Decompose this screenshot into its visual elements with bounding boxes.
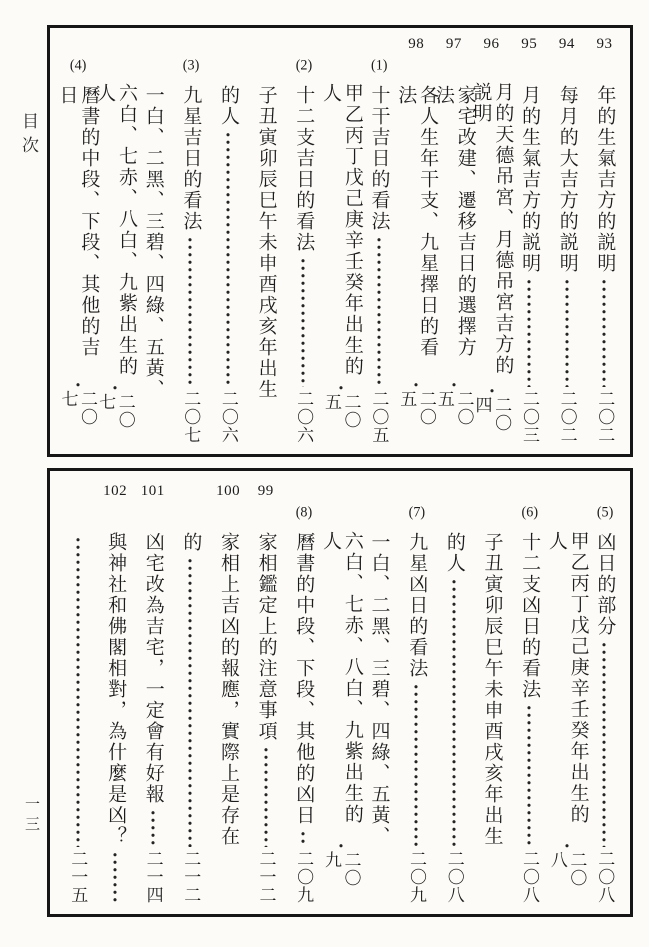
dot-leader bbox=[148, 809, 158, 847]
dot-leader bbox=[599, 641, 609, 847]
entry-ref-number: 96 bbox=[483, 36, 500, 52]
dot-leader bbox=[73, 536, 83, 847]
entry-vertical-text bbox=[292, 58, 314, 445]
entry-vertical-text bbox=[518, 505, 540, 905]
entry-page-number: 二一五 bbox=[68, 850, 88, 904]
toc-entry bbox=[545, 480, 589, 905]
entry-ref-number bbox=[287, 33, 320, 58]
entry-title: 甲乙丙丁戊己庚辛壬癸年出生的人 bbox=[319, 83, 363, 378]
entry-page-number: 二〇八 bbox=[444, 850, 464, 904]
entry-ref-number: 101 bbox=[140, 483, 165, 499]
dot-leader bbox=[524, 704, 534, 847]
entry-title: 家相上吉凶的報應，實際上是存在 bbox=[217, 532, 239, 847]
entry-vertical-text bbox=[545, 505, 589, 905]
toc-box-top bbox=[47, 25, 633, 457]
entry-ref-number: 98 bbox=[408, 36, 425, 52]
entry-ref-number bbox=[174, 33, 207, 58]
toc-entry bbox=[588, 33, 621, 445]
entry-title: 的人 bbox=[443, 532, 465, 574]
entry-title: 凶日的部分 bbox=[594, 532, 616, 637]
toc-entry bbox=[212, 480, 245, 905]
entry-ref-number bbox=[61, 33, 94, 58]
entry-page-number: 二〇七 bbox=[58, 390, 98, 427]
entry-title: 凶宅改為吉宅，一定會有好報 bbox=[142, 532, 164, 805]
dot-leader bbox=[599, 278, 609, 387]
toc-entry bbox=[249, 480, 282, 905]
entry-ref-number bbox=[174, 480, 207, 505]
entry-vertical-text bbox=[180, 505, 202, 905]
entry-title: 一白、二黑、三碧、四綠、五黃、 bbox=[142, 85, 164, 400]
toc-entry bbox=[94, 33, 137, 445]
entry-page-number: 二〇九 bbox=[321, 851, 361, 888]
entry-title: 十二支吉日的看法 bbox=[293, 85, 315, 253]
entry-page-number: 二一二 bbox=[256, 850, 276, 904]
entry-page-number: 二〇七 bbox=[96, 393, 135, 430]
entry-page-number: 二〇五 bbox=[434, 390, 474, 427]
entry-ref-number bbox=[99, 33, 132, 58]
entry-title: 與神社和佛閣相對，為什麼是凶？ bbox=[105, 532, 127, 847]
entry-vertical-text bbox=[405, 505, 427, 905]
toc-entry bbox=[319, 33, 363, 445]
entry-page-number: 二〇七 bbox=[181, 390, 201, 444]
dot-leader bbox=[562, 278, 572, 387]
toc-entry bbox=[319, 480, 363, 905]
dot-leader bbox=[411, 381, 421, 387]
entry-vertical-text bbox=[93, 58, 137, 445]
dot-leader bbox=[524, 278, 534, 387]
toc-entry bbox=[362, 33, 395, 445]
entry-page-number: 二〇九 bbox=[294, 850, 314, 904]
entry-ref-number bbox=[61, 480, 94, 505]
entry-marker: (7) bbox=[408, 505, 426, 520]
entry-ref-number bbox=[400, 480, 433, 505]
entry-title: 每月的大吉方的説明 bbox=[556, 85, 578, 274]
entry-vertical-text bbox=[142, 505, 164, 905]
entry-vertical-text bbox=[594, 505, 616, 905]
entry-title: 月的生氣吉方的説明 bbox=[519, 85, 541, 274]
dot-leader bbox=[298, 830, 308, 847]
entry-ref-number bbox=[362, 480, 395, 505]
entry-vertical-text bbox=[255, 505, 277, 905]
entry-vertical-text bbox=[368, 58, 390, 445]
entry-ref-number bbox=[212, 33, 245, 58]
toc-entry bbox=[437, 480, 470, 905]
entry-ref-number bbox=[324, 480, 357, 505]
toc-entry bbox=[212, 33, 245, 445]
dot-leader bbox=[73, 381, 83, 387]
entry-ref-number bbox=[362, 33, 395, 58]
dot-leader bbox=[261, 746, 271, 847]
entry-vertical-text bbox=[470, 58, 514, 445]
entry-page-number: 二〇二 bbox=[595, 390, 615, 444]
entry-ref-number bbox=[437, 480, 470, 505]
entry-page-number: 二一四 bbox=[143, 850, 163, 904]
entry-vertical-text bbox=[180, 58, 202, 445]
entry-page-number: 二〇四 bbox=[472, 395, 512, 432]
entry-vertical-text bbox=[255, 58, 277, 445]
toc-entry bbox=[287, 480, 320, 905]
entry-title: 年的生氣吉方的説明 bbox=[594, 85, 616, 274]
entry-ref-number bbox=[249, 33, 282, 58]
entry-vertical-text bbox=[594, 58, 616, 445]
entry-vertical-text bbox=[292, 505, 314, 905]
entry-vertical-text bbox=[142, 58, 164, 445]
entry-title: 九星凶日的看法 bbox=[406, 532, 428, 679]
entry-title: 九星吉日的看法 bbox=[180, 85, 202, 232]
entry-title: 家宅改建、遷移吉日的選擇方法 bbox=[432, 84, 476, 358]
entry-page-number: 二〇九 bbox=[407, 850, 427, 904]
entry-ref-number bbox=[136, 33, 169, 58]
entry-ref-number: 99 bbox=[257, 483, 274, 499]
dot-leader bbox=[298, 257, 308, 387]
toc-entry bbox=[61, 480, 94, 905]
entry-title: 十干吉日的看法 bbox=[368, 85, 390, 232]
margin-folio-number: 一三 bbox=[23, 796, 39, 836]
entry-ref-number: 102 bbox=[103, 483, 128, 499]
entry-title: 月的天德吊宮、月德吊宮吉方的説明 bbox=[470, 82, 514, 377]
toc-entry bbox=[249, 33, 282, 445]
entry-ref-number bbox=[550, 480, 583, 505]
entry-marker: (3) bbox=[182, 58, 200, 73]
entry-ref-number: 95 bbox=[521, 36, 538, 52]
entry-title: 的 bbox=[180, 532, 202, 553]
toc-entry bbox=[99, 480, 132, 905]
entry-page-number: 二〇五 bbox=[321, 393, 361, 430]
toc-entry bbox=[550, 33, 583, 445]
entry-title: 的人 bbox=[217, 85, 239, 127]
dot-leader bbox=[487, 387, 497, 393]
entry-vertical-text bbox=[319, 58, 363, 445]
dot-leader bbox=[562, 842, 572, 848]
entry-title: 六白、七赤、八白、九紫出生的人 bbox=[94, 83, 137, 378]
dot-leader bbox=[449, 578, 459, 847]
entry-vertical-text bbox=[217, 58, 239, 445]
dot-leader bbox=[110, 384, 120, 390]
entry-vertical-text bbox=[443, 505, 465, 905]
toc-entry bbox=[475, 480, 508, 905]
dot-leader bbox=[223, 131, 233, 387]
toc-entry bbox=[174, 33, 207, 445]
entry-page-number: 二〇五 bbox=[397, 390, 436, 427]
entry-vertical-text bbox=[104, 505, 126, 905]
entry-title: 十二支凶日的看法 bbox=[519, 532, 541, 700]
dot-leader bbox=[185, 236, 195, 387]
toc-entry bbox=[174, 480, 207, 905]
entry-title: 家相鑑定上的注意事項 bbox=[255, 532, 277, 742]
toc-entry bbox=[513, 33, 546, 445]
entry-vertical-text bbox=[556, 58, 578, 445]
entry-ref-number bbox=[475, 480, 508, 505]
toc-entry bbox=[400, 480, 433, 905]
entry-title: 各人生年干支、九星擇日的看法 bbox=[395, 84, 439, 358]
dot-leader bbox=[185, 557, 195, 847]
entry-ref-number: 97 bbox=[445, 36, 462, 52]
entry-vertical-text bbox=[68, 505, 88, 905]
entry-page-number: 二〇八 bbox=[547, 851, 587, 888]
entry-page-number: 二〇三 bbox=[519, 390, 539, 444]
entry-ref-number bbox=[324, 33, 357, 58]
entry-vertical-text bbox=[518, 58, 540, 445]
entry-title: 曆書的中段、下段、其他的吉日 bbox=[56, 84, 100, 358]
dot-leader bbox=[411, 683, 421, 847]
entry-page-number: 二〇六 bbox=[218, 390, 238, 444]
dot-leader bbox=[110, 851, 120, 902]
dot-leader bbox=[336, 842, 346, 848]
entry-title: 甲乙丙丁戊己庚辛壬癸年出生的人 bbox=[545, 531, 589, 826]
dot-leader bbox=[374, 236, 384, 387]
entry-marker: (4) bbox=[69, 58, 87, 73]
entry-page-number: 二〇八 bbox=[595, 850, 615, 904]
entry-page-number: 二〇六 bbox=[294, 390, 314, 444]
entry-ref-number bbox=[513, 480, 546, 505]
entry-marker: (6) bbox=[521, 505, 539, 520]
entry-title: 曆書的中段、下段、其他的凶日 bbox=[293, 532, 315, 826]
toc-entry bbox=[432, 33, 476, 445]
entry-ref-number bbox=[588, 480, 621, 505]
entry-title: 六白、七赤、八白、九紫出生的人 bbox=[319, 531, 363, 826]
entry-vertical-text bbox=[217, 505, 239, 905]
toc-box-bottom bbox=[47, 468, 633, 917]
entry-marker: (8) bbox=[295, 505, 313, 520]
toc-entry bbox=[513, 480, 546, 905]
entry-page-number: 二〇八 bbox=[519, 850, 539, 904]
entry-ref-number bbox=[287, 480, 320, 505]
entry-page-number: 二〇二 bbox=[557, 390, 577, 444]
entry-ref-number: 93 bbox=[596, 36, 613, 52]
dot-leader bbox=[336, 384, 346, 390]
entry-ref-number: 94 bbox=[558, 36, 575, 52]
entry-marker: (1) bbox=[371, 58, 388, 73]
toc-entry bbox=[136, 480, 169, 905]
dot-leader bbox=[449, 381, 459, 387]
entry-page-number: 二〇五 bbox=[369, 390, 389, 444]
entry-vertical-text bbox=[368, 505, 390, 905]
toc-entry bbox=[287, 33, 320, 445]
toc-entry bbox=[136, 33, 169, 445]
entry-page-number: 二一二 bbox=[181, 850, 201, 904]
entry-title: 一白、二黑、三碧、四綠、五黃、 bbox=[368, 532, 390, 847]
toc-entry bbox=[470, 33, 514, 445]
toc-entry bbox=[362, 480, 395, 905]
entry-vertical-text bbox=[319, 505, 363, 905]
toc-entry bbox=[395, 33, 439, 445]
margin-title: 目次 bbox=[19, 112, 38, 160]
entry-vertical-text bbox=[481, 505, 503, 905]
entry-ref-number: 100 bbox=[216, 483, 241, 499]
entry-title: 子丑寅卯辰巳午未申酉戌亥年出生 bbox=[481, 532, 503, 847]
entry-marker: (5) bbox=[596, 505, 614, 520]
toc-entry bbox=[56, 33, 100, 445]
entry-marker: (2) bbox=[295, 58, 313, 73]
toc-entry bbox=[588, 480, 621, 905]
entry-title: 子丑寅卯辰巳午未申酉戌亥年出生 bbox=[255, 85, 277, 400]
